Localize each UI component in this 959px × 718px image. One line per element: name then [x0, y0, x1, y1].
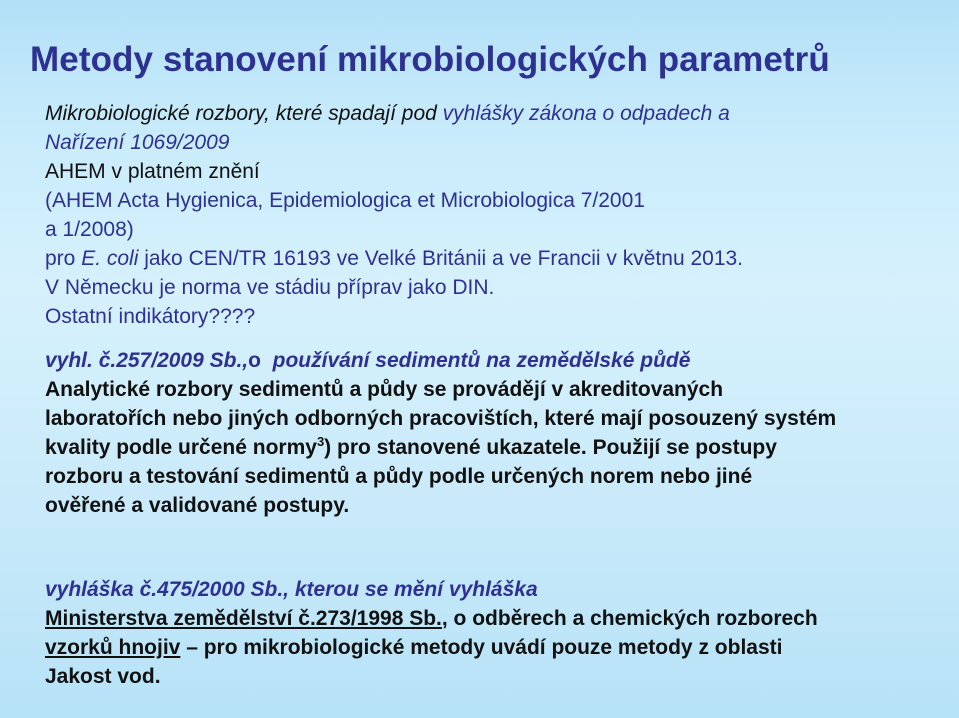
- section-fertilizers-line-2-post: – pro mikrobiologické metody uvádí pouze metody z oblasti: [180, 636, 783, 659]
- section-sediments-heading-part-3: používání sedimentů na zemědělské půdě: [260, 349, 691, 372]
- fertilizer-samples-reference: vzorků hnojiv: [45, 636, 181, 659]
- section-sediments-line-3: [45, 433, 950, 462]
- intro-line-6-italic: E. coli: [81, 247, 139, 270]
- section-fertilizers-line-1: [45, 604, 950, 633]
- section-fertilizers-line-3: Jakost vod.: [45, 665, 161, 688]
- intro-line-8: Ostatní indikátory????: [45, 305, 256, 328]
- intro-line-7: V Německu je norma ve stádiu příprav jako DIN.: [45, 276, 495, 299]
- section-sediments-heading: [45, 346, 950, 375]
- intro-line-1-part-1: Mikrobiologické rozbory, které spadají pod: [45, 102, 443, 125]
- section-fertilizers-line-1-post: , o odběrech a chemických rozborech: [441, 607, 818, 630]
- page-title: Metody stanovení mikrobiologických parametrů: [30, 40, 830, 79]
- intro-block: [45, 99, 743, 331]
- section-sediments-line-5: ověřené a validované postupy.: [45, 494, 350, 517]
- section-fertilizers-line-2: [45, 633, 950, 662]
- intro-line-4: (AHEM Acta Hygienica, Epidemiologica et Microbiologica 7/2001: [45, 189, 645, 212]
- section-fertilizers: [45, 575, 950, 691]
- intro-line-3: AHEM v platném znění: [45, 160, 260, 183]
- section-fertilizers-heading: vyhláška č.475/2000 Sb., kterou se mění vyhláška: [45, 578, 538, 601]
- intro-line-6: [45, 244, 743, 273]
- footnote-ref: 3: [316, 434, 325, 449]
- section-sediments-heading-part-1: vyhl. č.257/2009 Sb.,: [45, 349, 249, 372]
- section-sediments-line-3-post: ) pro stanovené ukazatele. Použijí se postupy: [324, 436, 777, 459]
- section-sediments-line-3-pre: kvality podle určené normy: [45, 436, 317, 459]
- section-sediments-heading-part-2: o: [248, 349, 261, 372]
- ministry-reference: Ministerstva zemědělství č.273/1998 Sb.: [45, 607, 442, 630]
- section-sediments-line-1: Analytické rozbory sedimentů a půdy se provádějí v akreditovaných: [45, 378, 724, 401]
- intro-line-1: [45, 99, 743, 128]
- section-sediments-paragraph: [45, 375, 950, 520]
- section-sediments: [45, 346, 950, 520]
- section-sediments-line-2: laboratořích nebo jiných odborných pracovištích, které mají posouzený systém: [45, 407, 837, 430]
- section-sediments-line-4: rozboru a testování sedimentů a půdy podle určených norem nebo jiné: [45, 465, 753, 488]
- intro-line-6-post: jako CEN/TR 16193 ve Velké Británii a ve Francii v květnu 2013.: [138, 247, 744, 270]
- intro-line-1-part-2: vyhlášky zákona o odpadech a: [442, 102, 730, 125]
- intro-line-5: a 1/2008): [45, 218, 134, 241]
- intro-line-2: Nařízení 1069/2009: [45, 131, 230, 154]
- intro-line-6-pre: pro: [45, 247, 82, 270]
